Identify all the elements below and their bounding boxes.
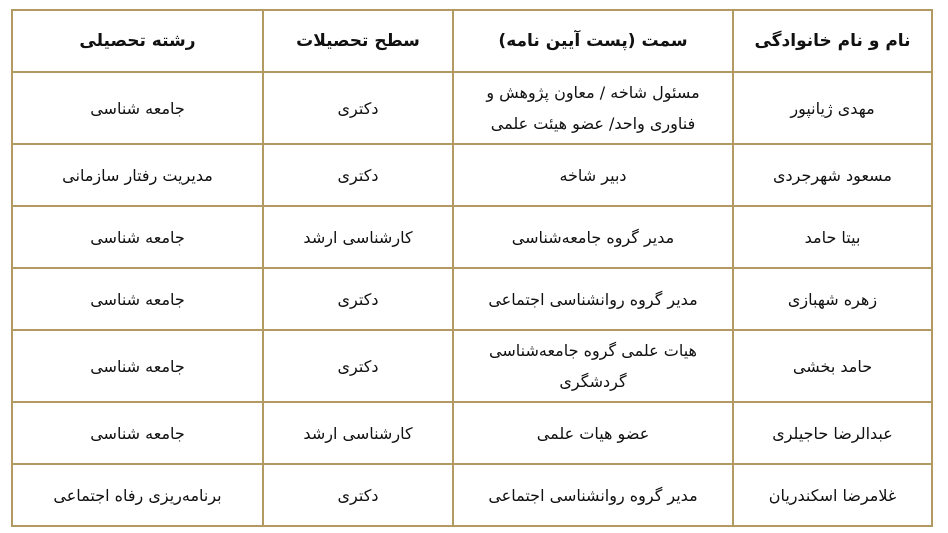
table-row	[12, 72, 932, 144]
cell-position: مدیر گروه روانشناسی اجتماعی	[453, 464, 733, 526]
cell-name: غلامرضا اسکندریان	[733, 464, 932, 526]
cell-name: زهره شهبازی	[733, 268, 932, 330]
cell-name: مهدی ژیانپور	[733, 72, 932, 144]
header-field: رشته تحصیلی	[12, 10, 263, 72]
cell-field: جامعه شناسی	[12, 206, 263, 268]
cell-field: مدیریت رفتار سازمانی	[12, 144, 263, 206]
cell-position: دبیر شاخه	[453, 144, 733, 206]
header-name: نام و نام خانوادگی	[733, 10, 932, 72]
cell-degree: دکتری	[263, 268, 453, 330]
cell-name: بیتا حامد	[733, 206, 932, 268]
cell-field: برنامه‌ریزی رفاه اجتماعی	[12, 464, 263, 526]
cell-degree: کارشناسی ارشد	[263, 402, 453, 464]
cell-degree: دکتری	[263, 330, 453, 402]
cell-position: مدیر گروه جامعه‌شناسی	[453, 206, 733, 268]
cell-field: جامعه شناسی	[12, 330, 263, 402]
cell-field: جامعه شناسی	[12, 402, 263, 464]
cell-degree: دکتری	[263, 72, 453, 144]
cell-degree: کارشناسی ارشد	[263, 206, 453, 268]
cell-position: مدیر گروه روانشناسی اجتماعی	[453, 268, 733, 330]
table-row	[12, 206, 932, 268]
members-table	[11, 9, 933, 527]
cell-field: جامعه شناسی	[12, 268, 263, 330]
table-row	[12, 330, 932, 402]
cell-name: عبدالرضا حاجیلری	[733, 402, 932, 464]
header-row	[12, 10, 932, 72]
cell-degree: دکتری	[263, 144, 453, 206]
table-row	[12, 464, 932, 526]
table-row	[12, 402, 932, 464]
table-row	[12, 144, 932, 206]
cell-field: جامعه شناسی	[12, 72, 263, 144]
header-position: سمت (پست آیین نامه)	[453, 10, 733, 72]
header-degree: سطح تحصیلات	[263, 10, 453, 72]
cell-name: حامد بخشی	[733, 330, 932, 402]
cell-position: مسئول شاخه / معاون پژوهش و فناوری واحد/ عضو هیئت علمی	[453, 72, 733, 144]
cell-degree: دکتری	[263, 464, 453, 526]
cell-name: مسعود شهرجردی	[733, 144, 932, 206]
cell-position: هیات علمی گروه جامعه‌شناسی گردشگری	[453, 330, 733, 402]
table-row	[12, 268, 932, 330]
cell-position: عضو هیات علمی	[453, 402, 733, 464]
